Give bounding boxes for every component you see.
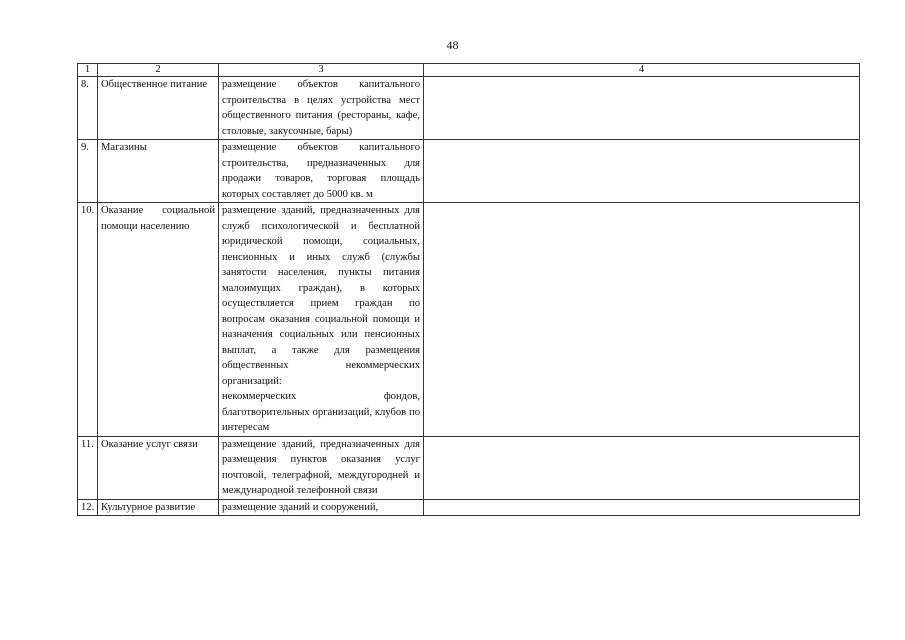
page-number: 48 — [446, 38, 459, 52]
land-use-description — [219, 203, 424, 437]
land-use-name: Общественное питание — [98, 77, 219, 140]
column-4-cell — [424, 499, 860, 516]
column-4-cell — [424, 77, 860, 140]
description-paragraph: некоммерческих фондов, благотворительных организаций, клубов по интересам — [222, 391, 420, 433]
row-number: 10. — [78, 203, 98, 437]
column-4-cell — [424, 436, 860, 499]
table-header-row — [78, 64, 860, 77]
table-row — [78, 499, 860, 516]
table-row — [78, 140, 860, 203]
description-paragraph: размещение зданий и сооружений, — [222, 501, 379, 513]
land-use-name: Оказание услуг связи — [98, 436, 219, 499]
column-header-3: 3 — [219, 64, 424, 77]
row-number: 12. — [78, 499, 98, 516]
description-paragraph: размещение объектов капитального строительства в целях устройства мест общественного питания (рестораны, кафе, столовые, закусочные, бары) — [222, 79, 420, 137]
description-paragraph: размещение зданий, предназначенных для служб психологической и бесплатной юридической помощи, социальных, пенсионных и иных служб (службы занятости населения, пункты питания малоимущих граждан), в которых осуществляется прием граждан по вопросам оказания социальной помощи и назначения социальных или пенсионных выплат, а также для размещения общественных некоммерческих организаций: — [222, 205, 420, 387]
land-use-description — [219, 77, 424, 140]
table-row — [78, 436, 860, 499]
description-paragraph: размещение объектов капитального строительства, предназначенных для продажи товаров, торговая площадь которых составляет до 5000 кв. м — [222, 142, 420, 200]
land-use-description — [219, 499, 424, 516]
table-row — [78, 77, 860, 140]
column-header-1: 1 — [78, 64, 98, 77]
land-use-name: Культурное развитие — [98, 499, 219, 516]
row-number: 9. — [78, 140, 98, 203]
row-number: 8. — [78, 77, 98, 140]
description-paragraph: размещение зданий, предназначенных для размещения пунктов оказания услуг почтовой, телеграфной, междугородней и международной телефонной связи — [222, 438, 420, 496]
column-header-4: 4 — [424, 64, 860, 77]
land-use-table — [77, 63, 860, 516]
land-use-name: Магазины — [98, 140, 219, 203]
row-number: 11. — [78, 436, 98, 499]
column-4-cell — [424, 203, 860, 437]
land-use-name: Оказание социальной помощи населению — [98, 203, 219, 437]
table-row — [78, 203, 860, 437]
land-use-description — [219, 140, 424, 203]
land-use-description — [219, 436, 424, 499]
column-4-cell — [424, 140, 860, 203]
column-header-2: 2 — [98, 64, 219, 77]
